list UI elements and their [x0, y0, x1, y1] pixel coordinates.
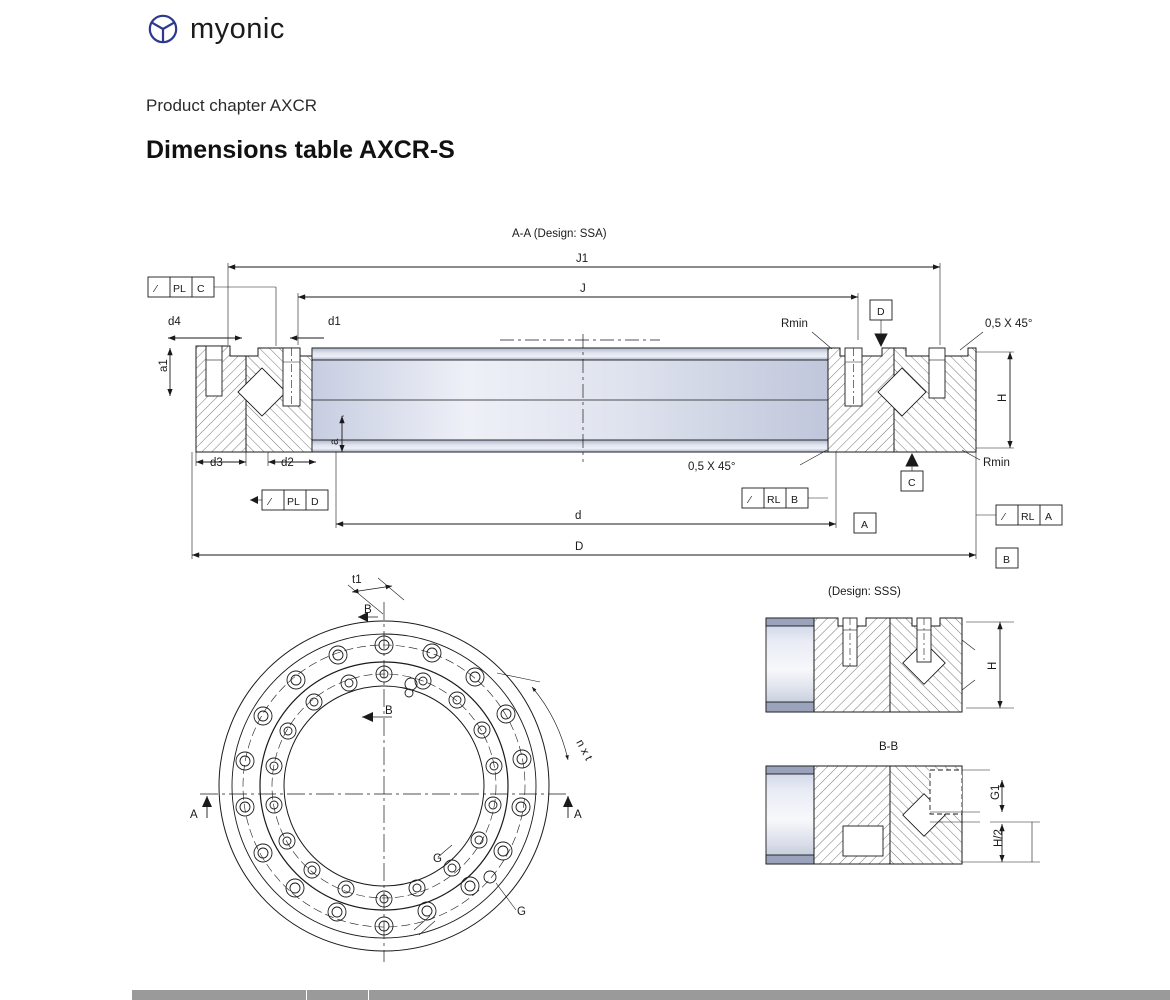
svg-text:B: B — [385, 705, 393, 717]
tf-symbol: ⁄ — [269, 496, 271, 508]
dim-label-nxt: n x t — [573, 737, 595, 763]
section-title-bb: B-B — [879, 741, 899, 753]
tf-value: RL — [767, 494, 781, 506]
tf-datum: C — [197, 283, 205, 295]
dim-label-dd: D — [575, 541, 584, 553]
bolt-hole-outer-group — [236, 636, 531, 935]
dim-label-a: a — [329, 438, 341, 445]
view-arrow-b-upper — [358, 604, 378, 622]
dim-label-d1: d1 — [328, 316, 341, 328]
tf-value: PL — [173, 283, 186, 295]
dim-label-t1: t1 — [352, 574, 362, 586]
view-arrow-a-right — [563, 796, 582, 821]
svg-text:A: A — [574, 809, 582, 821]
section-title-sss: (Design: SSS) — [828, 586, 901, 598]
tolerance-frame-rl-a — [976, 505, 1062, 525]
tf-datum: D — [311, 496, 319, 508]
datum-box-c — [901, 454, 923, 491]
face-view-circle — [190, 574, 595, 962]
dim-label-h2: H/2 — [993, 829, 1005, 847]
tolerance-frame-pl-d — [250, 490, 328, 510]
detail-sss — [766, 618, 1014, 712]
tf-symbol: ⁄ — [1003, 511, 1005, 523]
dim-label-d3: d3 — [210, 457, 223, 469]
note-chamfer-bottom: 0,5 X 45° — [688, 461, 736, 473]
dim-label-d2: d2 — [281, 457, 294, 469]
product-chapter: Product chapter AXCR — [146, 96, 318, 115]
svg-text:A: A — [190, 809, 198, 821]
table-divider-2 — [368, 990, 369, 1000]
table-divider-1 — [306, 990, 307, 1000]
dim-label-h-sss: H — [987, 661, 999, 670]
dim-label-d: d — [575, 510, 582, 522]
dim-label-h: H — [997, 393, 1009, 402]
tolerance-frame-rl-b — [742, 488, 828, 508]
detail-bb — [766, 766, 1040, 864]
datum-box-b — [996, 548, 1018, 568]
note-rmin-top: Rmin — [781, 318, 808, 330]
datum-box-d — [870, 300, 892, 346]
svg-text:C: C — [908, 477, 916, 489]
dim-label-d4: d4 — [168, 316, 181, 328]
tf-datum: A — [1045, 511, 1053, 523]
tf-symbol: ⁄ — [749, 494, 751, 506]
tf-symbol: ⁄ — [155, 283, 157, 295]
view-arrow-b-lower — [362, 705, 393, 722]
tf-value: RL — [1021, 511, 1035, 523]
dim-label-a1: a1 — [158, 359, 170, 372]
tolerance-frame-pl-c — [148, 277, 276, 346]
dim-label-j: J — [580, 283, 586, 295]
brand-name: myonic — [190, 12, 285, 45]
dim-label-j1: J1 — [576, 253, 589, 265]
dim-label-g-inner: G — [433, 853, 442, 865]
note-chamfer-top: 0,5 X 45° — [985, 318, 1033, 330]
tf-value: PL — [287, 496, 300, 508]
svg-text:D: D — [877, 306, 885, 318]
note-rmin-right: Rmin — [983, 457, 1010, 469]
dim-label-g1: G1 — [990, 784, 1002, 800]
datum-box-a — [854, 513, 876, 533]
dim-label-g-outer: G — [517, 906, 526, 918]
svg-text:A: A — [861, 519, 869, 531]
svg-text:B: B — [364, 604, 372, 616]
svg-text:B: B — [1003, 554, 1011, 566]
section-title-aa: A-A (Design: SSA) — [512, 228, 607, 240]
view-arrow-a-left — [190, 796, 212, 821]
tf-datum: B — [791, 494, 799, 506]
dimensions-table-header-strip — [132, 990, 1170, 1000]
page-title: Dimensions table AXCR-S — [146, 136, 455, 164]
